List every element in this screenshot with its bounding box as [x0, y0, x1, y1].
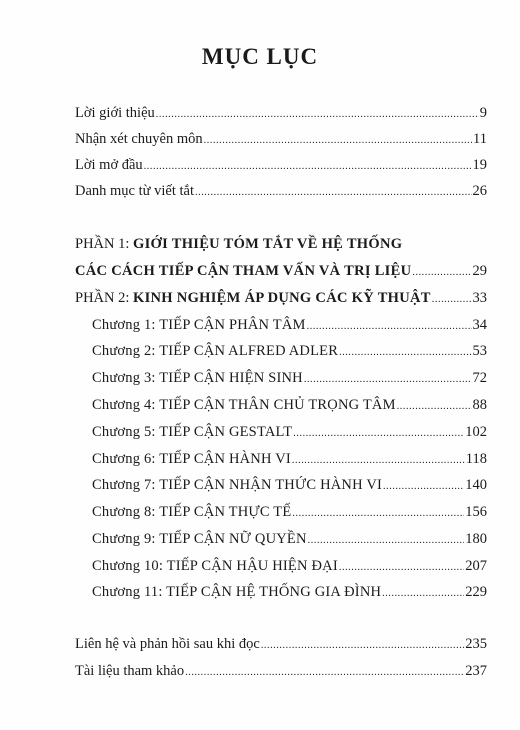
- toc-entry-label: Chương 4: TIẾP CẬN THÂN CHỦ TRỌNG TÂM: [92, 397, 396, 413]
- leader-dots: [412, 263, 471, 283]
- toc-entry-label: Lời mở đầu: [75, 157, 143, 173]
- toc-entry-chapter-10: [92, 556, 487, 576]
- toc-entry-page: 229: [465, 584, 487, 600]
- toc-entry-chapter-1: [92, 315, 487, 335]
- toc-entry-label: Chương 11: TIẾP CẬN HỆ THỐNG GIA ĐÌNH: [92, 584, 382, 600]
- leader-dots: [382, 584, 464, 604]
- toc-entry-nhan-xet: [75, 129, 487, 149]
- toc-entry-page: 26: [472, 183, 487, 199]
- toc-entry-page: 88: [472, 397, 487, 413]
- toc-entry-loi-mo-dau: [75, 155, 487, 175]
- leader-dots: [293, 424, 464, 444]
- part1-heading: [75, 234, 402, 254]
- toc-entry-page: 19: [472, 157, 487, 173]
- toc-entry-chapter-7: [92, 475, 487, 495]
- page-title: MỤC LỤC: [201, 44, 319, 69]
- leader-dots: [432, 290, 472, 310]
- toc-entry-chapter-4: [92, 395, 487, 415]
- toc-entry-page: 9: [479, 105, 487, 121]
- toc-entry-chapter-8: [92, 502, 487, 522]
- toc-entry-label: Chương 3: TIẾP CẬN HIỆN SINH: [92, 370, 303, 386]
- leader-dots: [383, 477, 464, 497]
- toc-entry-page: 237: [465, 663, 487, 679]
- leader-dots: [339, 343, 471, 363]
- toc-entry-danh-muc: [75, 181, 487, 201]
- toc-entry-label: Chương 6: TIẾP CẬN HÀNH VI: [92, 451, 291, 467]
- part2-prefix: PHẦN 2:: [75, 290, 134, 306]
- toc-entry-page: 156: [465, 504, 487, 520]
- toc-entry-label: Chương 2: TIẾP CẬN ALFRED ADLER: [92, 343, 339, 359]
- toc-entry-page: 29: [472, 263, 487, 279]
- toc-entry-page: 102: [465, 424, 487, 440]
- part2-title: KINH NGHIỆM ÁP DỤNG CÁC KỸ THUẬT: [133, 290, 431, 306]
- leader-dots: [307, 317, 472, 337]
- toc-entry-label: Chương 1: TIẾP CẬN PHÂN TÂM: [92, 317, 306, 333]
- toc-entry-label: Chương 5: TIẾP CẬN GESTALT: [92, 424, 293, 440]
- toc-entry-chapter-2: [92, 341, 487, 361]
- toc-entry-lien-he: [75, 634, 487, 654]
- leader-dots: [292, 504, 464, 524]
- toc-entry-label: Danh mục từ viết tắt: [75, 183, 194, 199]
- toc-entry-page: 72: [472, 370, 487, 386]
- leader-dots: [195, 183, 472, 203]
- toc-entry-label: Chương 9: TIẾP CẬN NỮ QUYỀN: [92, 531, 307, 547]
- part1-title-line2: CÁC CÁCH TIẾP CẬN THAM VẤN VÀ TRỊ LIỆU: [75, 263, 412, 279]
- toc-entry-page: 180: [465, 531, 487, 547]
- leader-dots: [204, 131, 472, 151]
- leader-dots: [308, 531, 465, 551]
- leader-dots: [156, 105, 479, 125]
- toc-entry-page: 33: [472, 290, 487, 306]
- toc-entry-label: Tài liệu tham khảo: [75, 663, 185, 679]
- leader-dots: [292, 451, 465, 471]
- toc-entry-part2: [75, 288, 487, 308]
- toc-entry-part1: [75, 261, 487, 281]
- toc-entry-chapter-9: [92, 529, 487, 549]
- toc-entry-chapter-6: [92, 449, 487, 469]
- toc-entry-page: 34: [472, 317, 487, 333]
- toc-entry-page: 235: [465, 636, 487, 652]
- toc-entry-label: Chương 8: TIẾP CẬN THỰC TẾ: [92, 504, 292, 520]
- toc-entry-page: 140: [465, 477, 487, 493]
- leader-dots: [339, 558, 464, 578]
- leader-dots: [397, 397, 472, 417]
- toc-entry-chapter-5: [92, 422, 487, 442]
- toc-entry-page: 207: [465, 558, 487, 574]
- toc-entry-loi-gioi-thieu: [75, 103, 487, 123]
- leader-dots: [261, 636, 464, 656]
- toc-entry-page: 118: [465, 451, 487, 467]
- toc-entry-label: Nhận xét chuyên môn: [75, 131, 203, 147]
- leader-dots: [185, 663, 464, 683]
- part1-title-line1: GIỚI THIỆU TÓM TẮT VỀ HỆ THỐNG: [133, 236, 403, 252]
- leader-dots: [304, 370, 472, 390]
- toc-entry-page: 53: [472, 343, 487, 359]
- toc-entry-label: Liên hệ và phản hồi sau khi đọc: [75, 636, 260, 652]
- toc-entry-label: Chương 7: TIẾP CẬN NHẬN THỨC HÀNH VI: [92, 477, 383, 493]
- toc-entry-label: Chương 10: TIẾP CẬN HẬU HIỆN ĐẠI: [92, 558, 338, 574]
- toc-entry-tai-lieu: [75, 661, 487, 681]
- toc-entry-page: 11: [473, 131, 487, 147]
- part1-prefix: PHẦN 1:: [75, 236, 134, 252]
- toc-entry-label: Lời giới thiệu: [75, 105, 155, 121]
- toc-entry-chapter-3: [92, 368, 487, 388]
- toc-entry-chapter-11: [92, 582, 487, 602]
- leader-dots: [144, 157, 472, 177]
